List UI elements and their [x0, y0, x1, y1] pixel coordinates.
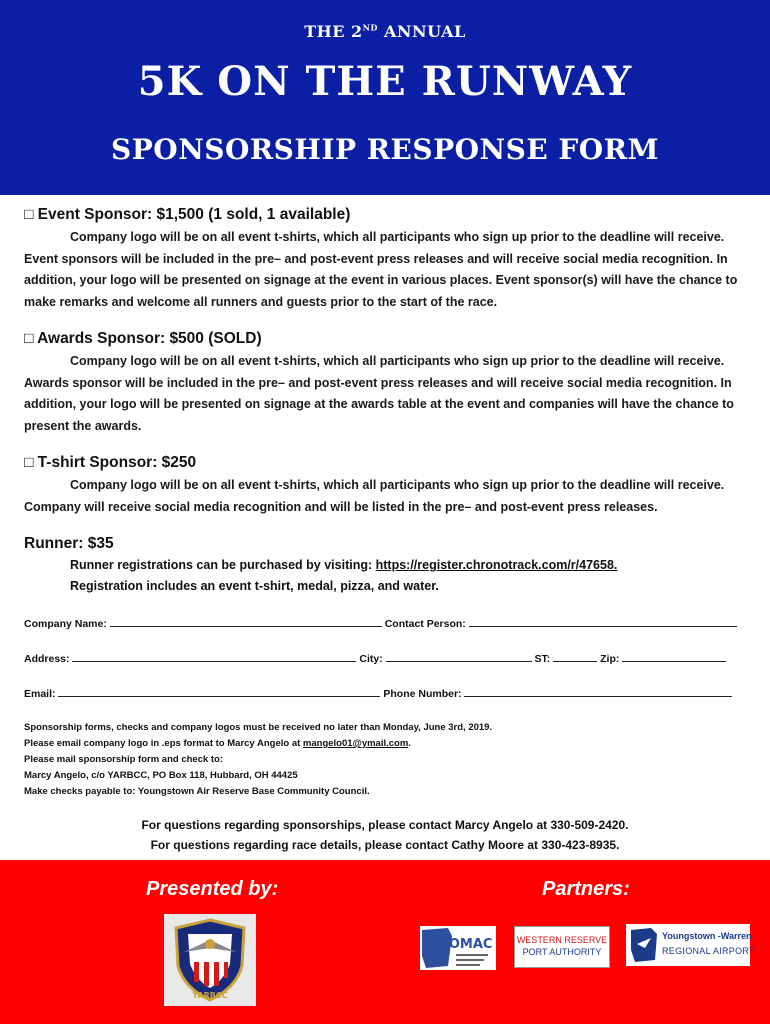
field-row-email: [24, 686, 744, 700]
tier-event-sponsor: [24, 206, 746, 313]
footer-banner: [0, 860, 770, 1024]
email-field[interactable]: [58, 686, 380, 697]
yarbcc-shield-icon: [164, 914, 256, 1006]
port-authority-text: PORT AUTHORITY: [522, 947, 602, 957]
mail-note: Please mail sponsorship form and check to:: [24, 754, 224, 765]
tier-heading[interactable]: □ Event Sponsor: $1,500 (1 sold, 1 available): [24, 206, 351, 223]
event-eyebrow: [0, 22, 770, 41]
city-field[interactable]: [386, 651, 532, 662]
tier-tshirt-sponsor: [24, 454, 746, 518]
race-contact: For questions regarding race details, please contact Cathy Moore at 330-423-8935.: [150, 838, 620, 852]
eomac-ohio-icon: [420, 926, 496, 970]
contact-info: [0, 815, 770, 855]
tier-description: Company logo will be on all event t-shirts, which all participants who sign up prior to the deadline will receive. Awards sponsor will be included in the pre– and post-event press releases and will receive social media recognition. In addition, your logo will be presented on signage at the awards table at the event and companies will have the chance to present the awards.: [24, 354, 734, 433]
zip-field[interactable]: [622, 651, 726, 662]
airport-name-line2: REGIONAL AIRPORT: [662, 946, 755, 956]
partners-label: Partners:: [542, 878, 630, 900]
zip-label: Zip:: [600, 653, 620, 665]
email-logo-text: Please email company logo in .eps format to Marcy Angelo at: [24, 738, 303, 749]
runner-registration-line: [24, 555, 746, 576]
eomac-logo: [420, 926, 496, 970]
western-reserve-text: WESTERN RESERVE: [516, 935, 608, 945]
runner-registration-text: Runner registrations can be purchased by visiting:: [70, 558, 376, 572]
event-title: 5K ON THE RUNWAY: [137, 58, 633, 105]
tier-heading[interactable]: □ Awards Sponsor: $500 (SOLD): [24, 330, 262, 347]
mail-address: Marcy Angelo, c/o YARBCC, PO Box 118, Hubbard, OH 44425: [24, 770, 298, 781]
tier-awards-sponsor: [24, 330, 746, 437]
airport-ohio-icon: [629, 926, 659, 964]
header-banner: [0, 0, 770, 195]
contact-email-link[interactable]: mangelo01@ymail.com: [302, 738, 409, 749]
phone-field[interactable]: [464, 686, 732, 697]
eyebrow-suffix: ANNUAL: [377, 22, 466, 41]
yarbcc-logo: [164, 914, 256, 1006]
payable-note: Make checks payable to: Youngstown Air Reserve Base Community Council.: [24, 786, 370, 797]
runner-heading: Runner: $35: [24, 535, 114, 552]
tier-description: Company logo will be on all event t-shirts, which all participants who sign up prior to the deadline will receive. Company will receive social media recognition and will be listed in the pre– and post-event press releases.: [24, 478, 725, 514]
eyebrow-prefix: THE 2: [304, 22, 363, 41]
registration-link[interactable]: https://register.chronotrack.com/r/47658.: [375, 558, 618, 572]
field-row-address: [24, 651, 744, 665]
city-label: City:: [359, 653, 383, 665]
tier-heading[interactable]: □ T-shirt Sponsor: $250: [24, 454, 197, 471]
phone-label: Phone Number:: [383, 688, 462, 700]
company-name-field[interactable]: [110, 616, 382, 627]
deadline-note: Sponsorship forms, checks and company logos must be received no later than Monday, June 3rd, 2019.: [24, 722, 493, 733]
airport-logo: [626, 924, 755, 966]
tier-description: Company logo will be on all event t-shirts, which all participants who sign up prior to the deadline will receive. Event sponsors will be included in the pre– and post-event press releases and will receive social media recognition. In addition, your logo will be presented on signage at the event in various places. Event sponsor(s) will have the chance to make remarks and welcome all runners and guests prior to the start of the race.: [24, 230, 738, 309]
contact-person-field[interactable]: [469, 616, 737, 627]
runner-includes-line: Registration includes an event t-shirt, medal, pizza, and water.: [70, 579, 439, 593]
address-label: Address:: [24, 653, 70, 665]
form-subtitle: SPONSORSHIP RESPONSE FORM: [111, 133, 659, 166]
eyebrow-superscript: ND: [362, 22, 378, 33]
field-row-company: [24, 616, 744, 630]
airport-name-line1: Youngstown -Warren: [662, 931, 752, 941]
state-label: ST:: [534, 653, 551, 665]
sponsorship-contact: For questions regarding sponsorships, please contact Marcy Angelo at 330-509-2420.: [141, 818, 629, 832]
yarbcc-logo-text: YARBCC: [192, 991, 228, 1000]
runner-section: [24, 535, 746, 597]
company-name-label: Company Name:: [24, 618, 107, 630]
email-logo-period: .: [408, 738, 411, 749]
submission-notes: [24, 720, 492, 800]
contact-person-label: Contact Person:: [384, 618, 466, 630]
email-logo-note: [24, 736, 492, 752]
address-field[interactable]: [72, 651, 356, 662]
presented-by-label: Presented by:: [146, 878, 279, 900]
eomac-logo-text: EOMAC: [440, 937, 493, 952]
western-reserve-logo: [514, 926, 610, 968]
email-label: Email:: [24, 688, 56, 700]
state-field[interactable]: [553, 651, 597, 662]
